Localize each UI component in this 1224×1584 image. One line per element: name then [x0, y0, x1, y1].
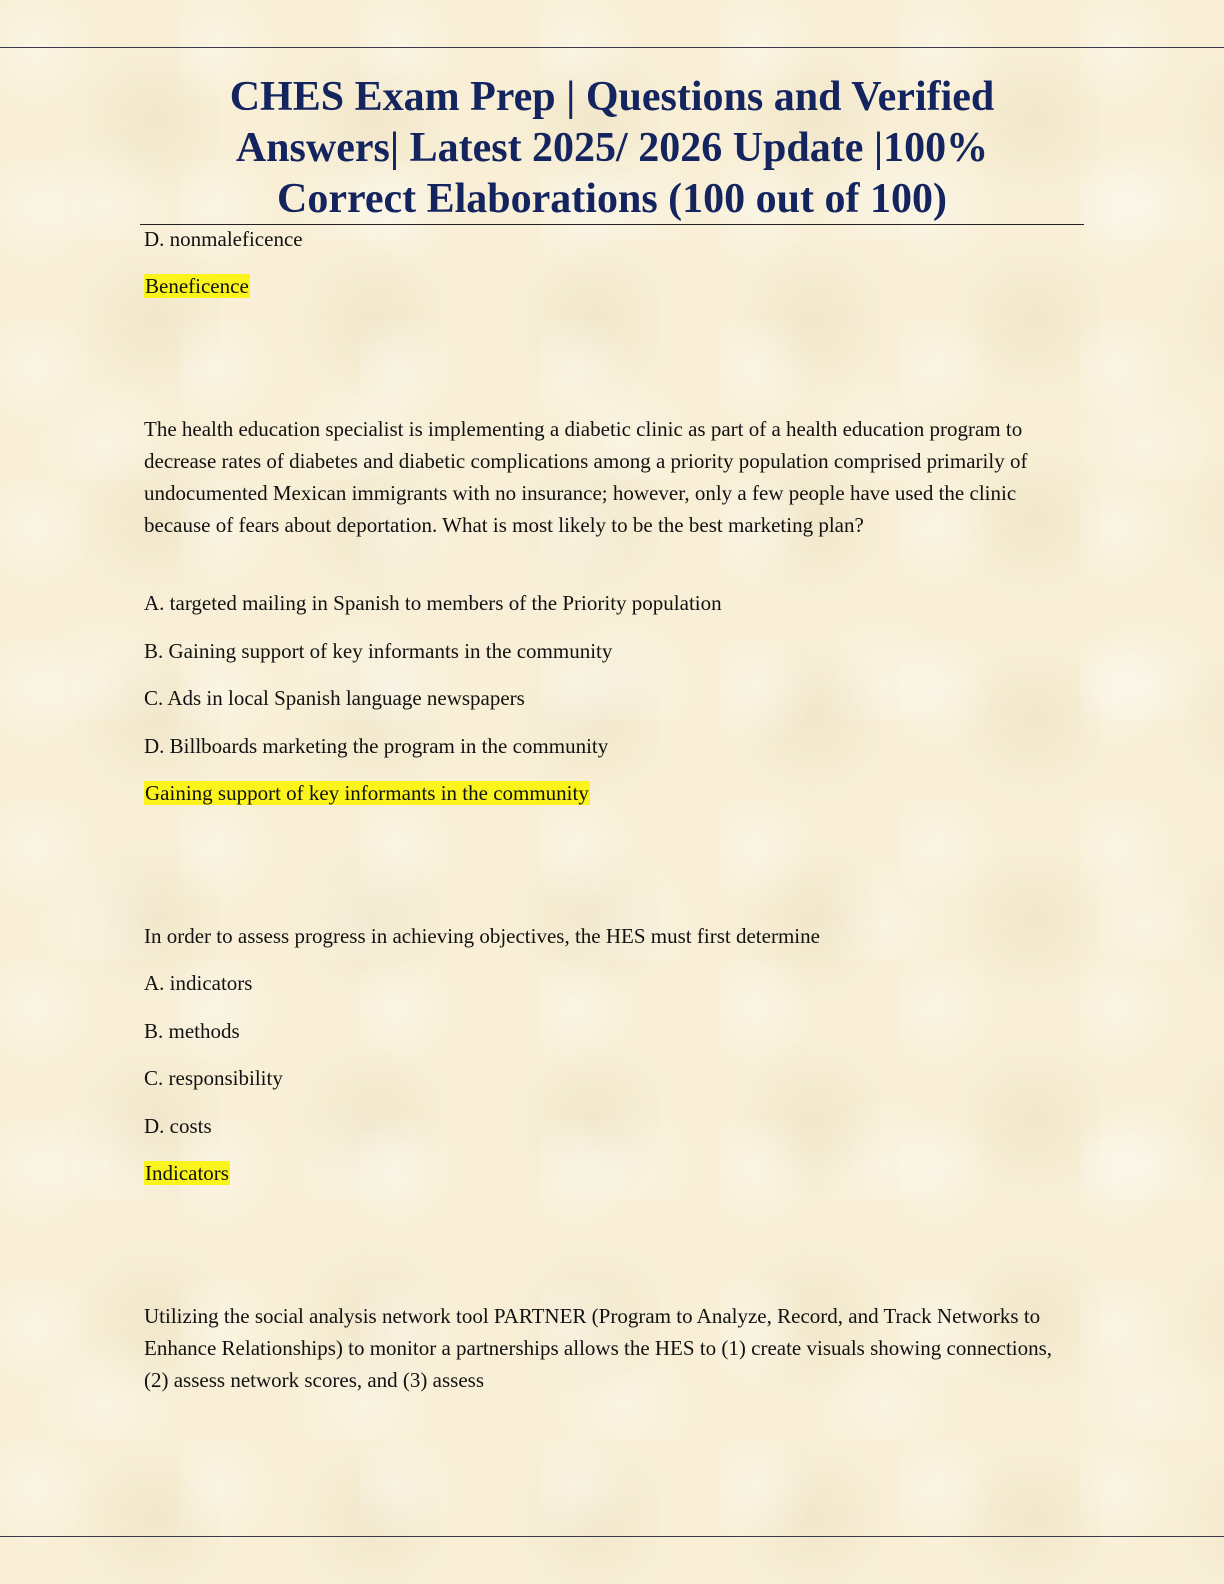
- option-a: A. targeted mailing in Spanish to members of the Priority population: [144, 591, 722, 615]
- title-line-2: Answers| Latest 2025/ 2026 Update |100%: [235, 125, 989, 171]
- answer-2: [144, 777, 590, 809]
- question-text: Utilizing the social analysis network tool PARTNER (Program to Analyze, Record, and Track Networks to Enhance Relationships) to monitor a partnerships allows the HES to (1) create visuals showing connections, (2) assess network scores, and (3) assess: [144, 1304, 1053, 1392]
- top-rule: [0, 47, 1224, 48]
- question-text: In order to assess progress in achieving objectives, the HES must first determine: [144, 924, 820, 948]
- answer-highlight: Gaining support of key informants in the community: [145, 781, 589, 805]
- option-d: D. nonmaleficence: [144, 227, 303, 251]
- answer-highlight: Indicators: [145, 1161, 229, 1185]
- option-a: A. indicators: [144, 971, 253, 995]
- option-c: C. responsibility: [144, 1066, 283, 1090]
- document-title: [140, 72, 1084, 225]
- title-line-3: Correct Elaborations (100 out of 100): [277, 176, 947, 222]
- question-text: The health education specialist is implementing a diabetic clinic as part of a health education program to decrease rates of diabetes and diabetic complications among a priority population comprised primarily of undocumented Mexican immigrants with no insurance; however, only a few people have used the clinic because of fears about deportation. What is most likely to be the best marketing plan?: [144, 417, 1028, 537]
- option-b: B. Gaining support of key informants in the community: [144, 639, 613, 663]
- bottom-rule: [0, 1536, 1224, 1537]
- option-d: D. Billboards marketing the program in the community: [144, 734, 609, 758]
- answer-highlight: Beneficence: [145, 274, 249, 298]
- option-d: D. costs: [144, 1114, 212, 1138]
- option-c: C. Ads in local Spanish language newspapers: [144, 686, 525, 710]
- title-line-1: CHES Exam Prep | Questions and Verified: [229, 74, 995, 120]
- answer-1: [144, 270, 250, 302]
- option-b: B. methods: [144, 1019, 240, 1043]
- answer-3: [144, 1157, 230, 1189]
